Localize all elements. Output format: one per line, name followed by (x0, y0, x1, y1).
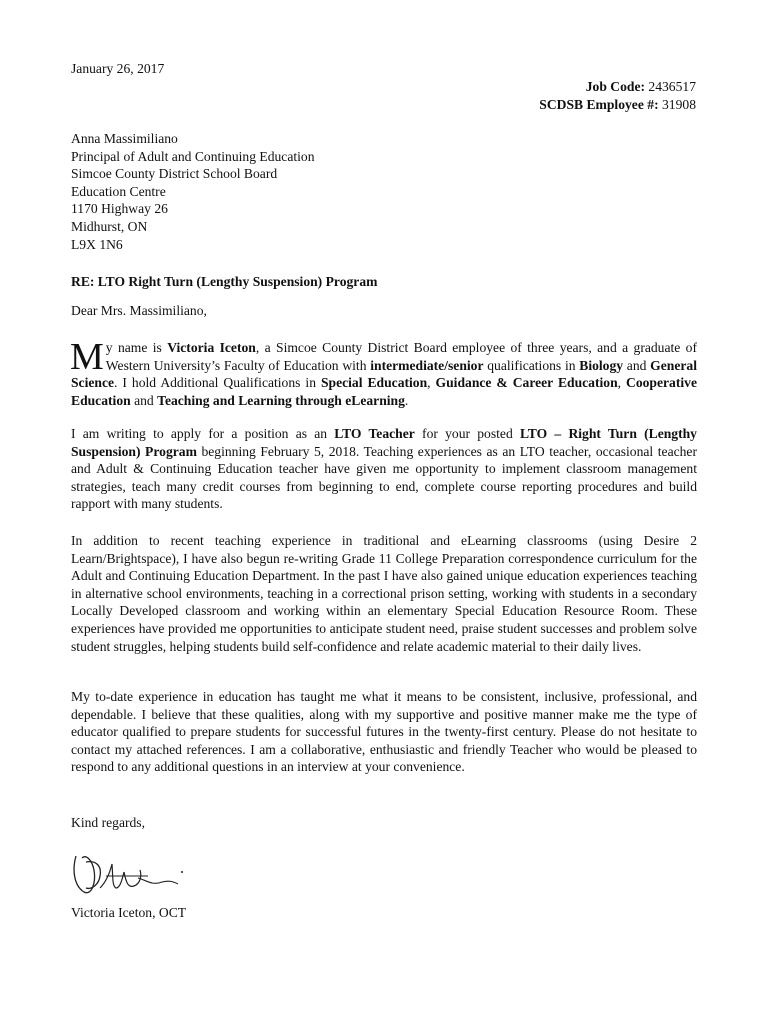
recipient-name: Anna Massimiliano (71, 131, 178, 146)
qualification-bold: intermediate/senior (370, 357, 484, 373)
job-code-value: 2436517 (645, 79, 696, 94)
program-name-bold: LTO – Right Turn (Lengthy Suspension) Program (71, 426, 697, 459)
paragraph-text: I am writing to apply for a position as an (71, 426, 335, 441)
paragraph-text: and (623, 357, 651, 373)
paragraph-text: . (404, 392, 409, 408)
aq-cooperative-bold: Cooperative Education (71, 375, 697, 408)
aq-guidance-bold: Guidance & Career Education (435, 375, 618, 391)
recipient-street: 1170 Highway 26 (71, 201, 168, 217)
paragraph-text: . I hold Additional Qualifications in (114, 375, 321, 391)
recipient-city: Midhurst, ON (71, 218, 148, 234)
paragraph-experience: In addition to recent teaching experience in traditional and eLearning classrooms (using Desire 2 Learn/Brightspace), I have also begun re-writing Grade 11 College Preparation correspondence curriculum for the Adult and Continuing Education Department. In the past I have also gained unique education experiences teaching in alternative school environments, teaching in a correctional prison setting, working with students in a secondary Locally Developed classroom and working within an elementary Special Education Resource Room. These experiences have provided me opportunities to anticipate student need, praise student successes and problem solve student struggles, helping students build self-confidence and relate academic material to their daily lives. (71, 533, 697, 654)
letter-date: January 26, 2017 (71, 61, 165, 76)
recipient-address (71, 130, 315, 253)
reference-codes (539, 78, 696, 113)
employee-number-label: SCDSB Employee #: (539, 96, 659, 112)
paragraph-text: , (617, 375, 627, 391)
employee-number-line (539, 96, 696, 114)
handwritten-signature (66, 842, 196, 904)
recipient-organization: Simcoe County District School Board (71, 166, 278, 182)
paragraph-text: for your posted (414, 426, 520, 441)
paragraph-conclusion: My to-date experience in education has taught me what it means to be consistent, inclusive, professional, and dependable. I believe that these qualities, along with my supportive and positive manner make me the type of educator qualified to prepare students for successful futures in the twenty-first century. Please do not hesitate to contact my attached references. I am a collaborative, enthusiastic and friendly Teacher who would be pleased to respond to any additional questions in an interview at your convenience. (71, 689, 697, 775)
paragraph-text: y name is (105, 340, 168, 355)
applicant-name-bold: Victoria Iceton (167, 340, 256, 355)
paragraph-text: , a Simcoe County District Board employee of three years, and a graduate of Western University’s Faculty of Education with (105, 340, 697, 373)
aq-elearning-bold: Teaching and Learning through eLearning (157, 392, 405, 408)
subject-biology-bold: Biology (579, 357, 624, 373)
job-code-line (539, 78, 696, 96)
subject-science-bold: General Science (71, 357, 697, 391)
salutation: Dear Mrs. Massimiliano, (71, 303, 207, 318)
subject-line: RE: LTO Right Turn (Lengthy Suspension) Program (71, 274, 378, 289)
paragraph-introduction (70, 336, 697, 409)
recipient-postal-code: L9X 1N6 (71, 236, 123, 252)
aq-special-education-bold: Special Education (320, 375, 428, 391)
paragraph-application (71, 425, 697, 513)
recipient-building: Education Centre (71, 183, 166, 199)
recipient-title: Principal of Adult and Continuing Education (71, 148, 315, 164)
employee-number-value: 31908 (658, 96, 696, 112)
paragraph-text: beginning February 5, 2018. Teaching experiences as an LTO teacher, occasional teacher and Adult & Continuing Education teacher have given me opportunity to implement classroom management strategies, teach many credit courses from beginning to end, complete course reporting procedures and build rapport with many students. (71, 443, 697, 512)
job-code-label: Job Code: (585, 79, 646, 94)
drop-cap: M (70, 336, 104, 378)
closing: Kind regards, (71, 815, 145, 830)
signer-name: Victoria Iceton, OCT (71, 905, 187, 920)
paragraph-text: qualifications in (483, 357, 580, 373)
paragraph-text: and (130, 392, 158, 408)
position-bold: LTO Teacher (334, 426, 415, 441)
paragraph-text: , (427, 375, 436, 391)
